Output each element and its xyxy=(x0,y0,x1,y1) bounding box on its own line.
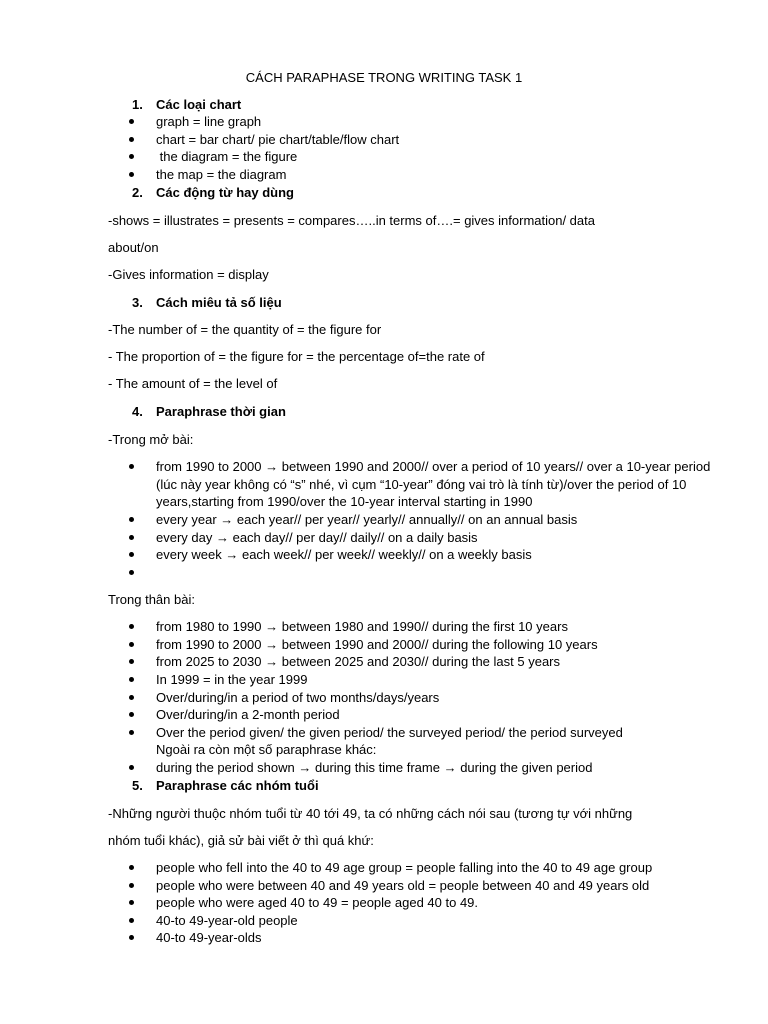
list-item-continuation: years,starting from 1990/over the 10-year interval starting in 1990 xyxy=(156,494,533,509)
list-item-text: every week → each week// per week// weekly// on a weekly basis xyxy=(156,547,532,562)
bullet-icon xyxy=(129,172,134,177)
bullet-icon xyxy=(129,517,134,522)
list-item-text: from 1990 to 2000 → between 1990 and 2000// during the following 10 years xyxy=(156,637,598,652)
section-3-heading xyxy=(132,294,282,311)
bullet-icon xyxy=(129,865,134,870)
section-heading-text: Cách miêu tả số liệu xyxy=(156,295,282,310)
list-item-text: from 1980 to 1990 → between 1980 and 1990// during the first 10 years xyxy=(156,619,568,634)
bullet-icon xyxy=(129,695,134,700)
section-number: 1. xyxy=(132,97,143,112)
bullet-icon xyxy=(129,624,134,629)
bullet-icon xyxy=(129,570,134,575)
list-item-text: during the period shown → during this time frame → during the given period xyxy=(156,760,593,775)
list-item-text: chart = bar chart/ pie chart/table/flow chart xyxy=(156,132,400,147)
document-title: CÁCH PARAPHASE TRONG WRITING TASK 1 xyxy=(245,70,523,85)
bullet-icon xyxy=(129,154,134,159)
list-item-text: every day → each day// per day// daily// on a daily basis xyxy=(156,530,478,545)
list-item-text: every year → each year// per year// yearly// annually// on an annual basis xyxy=(156,512,578,527)
bullet-icon xyxy=(129,642,134,647)
section-heading-text: Các loại chart xyxy=(156,97,242,112)
section-heading-text: Paraphrase các nhóm tuổi xyxy=(156,778,319,793)
list-item-text: graph = line graph xyxy=(156,114,262,129)
section-heading-text: Paraphrase thời gian xyxy=(156,404,286,419)
list-item-text: from 1990 to 2000 → between 1990 and 2000// over a period of 10 years// over a 10-year period xyxy=(156,459,711,474)
section-number: 3. xyxy=(132,295,143,310)
list-item-text: 40-to 49-year-old people xyxy=(156,913,298,928)
bullet-icon xyxy=(129,712,134,717)
list-item-text: people who were between 40 and 49 years old = people between 40 and 49 years old xyxy=(156,878,650,893)
bullet-icon xyxy=(129,464,134,469)
bullet-icon xyxy=(129,137,134,142)
list-item-text: people who fell into the 40 to 49 age group = people falling into the 40 to 49 age group xyxy=(156,860,653,875)
bullet-icon xyxy=(129,730,134,735)
section-heading-text: Các động từ hay dùng xyxy=(156,185,294,200)
section-5-heading xyxy=(132,777,319,794)
list-item-text: the map = the diagram xyxy=(156,167,287,182)
list-item-text: Over the period given/ the given period/ the surveyed period/ the period surveyed xyxy=(156,725,623,740)
list-item-continuation: (lúc này year không có “s” nhé, vì cụm “10-year” đóng vai trò là tính từ)/over the period of 10 xyxy=(156,477,687,492)
list-item-text: In 1999 = in the year 1999 xyxy=(156,672,308,687)
bullet-icon xyxy=(129,119,134,124)
paragraph-line: - The proportion of = the figure for = the percentage of=the rate of xyxy=(108,349,485,364)
bullet-icon xyxy=(129,677,134,682)
paragraph-line: -The number of = the quantity of = the figure for xyxy=(108,322,382,337)
list-item-text: Over/during/in a 2-month period xyxy=(156,707,340,722)
subsection-label: -Trong mở bài: xyxy=(108,432,194,447)
bullet-icon xyxy=(129,918,134,923)
section-number: 4. xyxy=(132,404,143,419)
bullet-icon xyxy=(129,935,134,940)
section-4-heading xyxy=(132,403,286,420)
paragraph-line: nhóm tuổi khác), giả sử bài viết ở thì quá khứ: xyxy=(108,833,374,848)
bullet-icon xyxy=(129,900,134,905)
section-2-heading xyxy=(132,184,294,201)
list-item-text: from 2025 to 2030 → between 2025 and 2030// during the last 5 years xyxy=(156,654,560,669)
paragraph-line: -Gives information = display xyxy=(108,267,269,282)
list-item-text: 40-to 49-year-olds xyxy=(156,930,262,945)
paragraph-line: -Những người thuộc nhóm tuổi từ 40 tới 49, ta có những cách nói sau (tương tự với những xyxy=(108,806,633,821)
paragraph-line: about/on xyxy=(108,240,159,255)
section-number: 2. xyxy=(132,185,143,200)
bullet-icon xyxy=(129,883,134,888)
subsection-label: Trong thân bài: xyxy=(108,592,195,607)
section-1-heading xyxy=(132,96,241,113)
list-item-text: people who were aged 40 to 49 = people aged 40 to 49. xyxy=(156,895,479,910)
paragraph-line: -shows = illustrates = presents = compares…..in terms of….= gives information/ data xyxy=(108,213,595,228)
bullet-icon xyxy=(129,765,134,770)
section-number: 5. xyxy=(132,778,143,793)
list-item-text: Over/during/in a period of two months/days/years xyxy=(156,690,440,705)
bullet-icon xyxy=(129,535,134,540)
paragraph-line: - The amount of = the level of xyxy=(108,376,278,391)
list-item-text: the diagram = the figure xyxy=(156,149,298,164)
bullet-icon xyxy=(129,659,134,664)
bullet-icon xyxy=(129,552,134,557)
list-item-continuation: Ngoài ra còn một số paraphrase khác: xyxy=(156,742,377,757)
